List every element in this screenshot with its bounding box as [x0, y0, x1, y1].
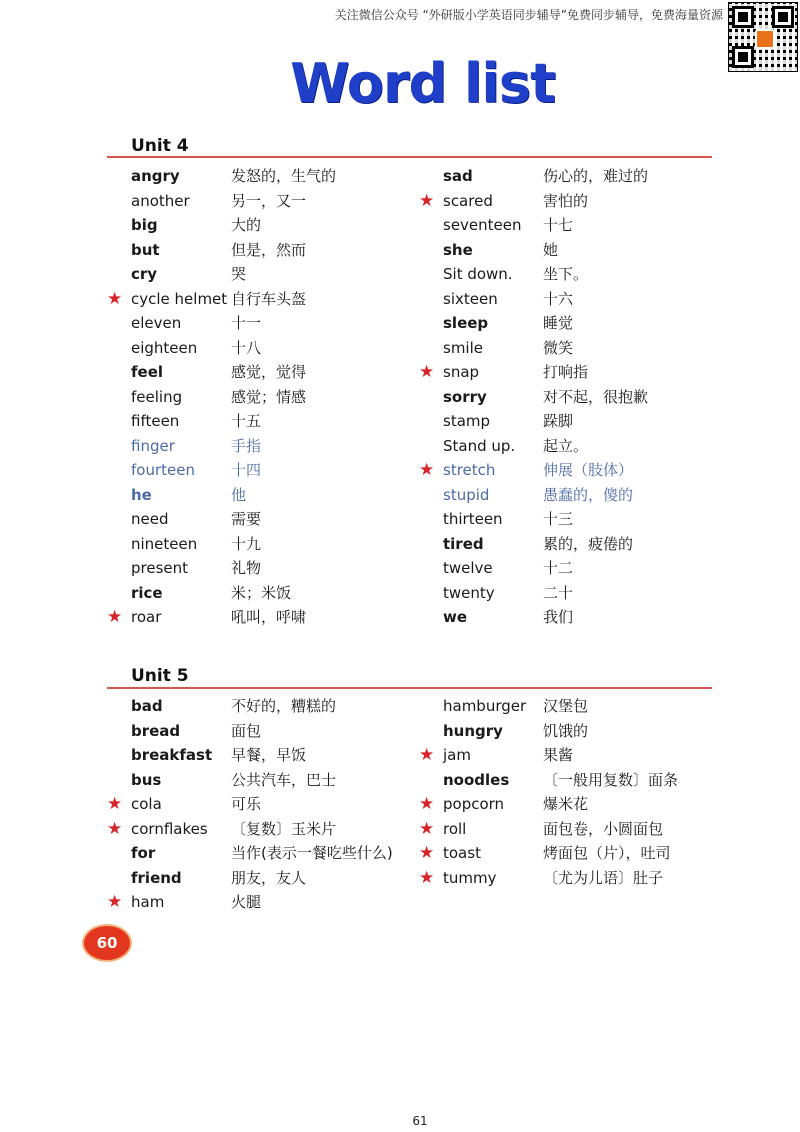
chinese-meaning: 礼物 — [231, 559, 262, 577]
star-icon: ★ — [419, 794, 435, 814]
english-word: breakfast — [131, 746, 213, 764]
english-word: stretch — [443, 461, 496, 479]
chinese-meaning: 十七 — [543, 216, 574, 234]
star-icon: ★ — [419, 190, 435, 211]
chinese-meaning: 跺脚 — [543, 412, 574, 430]
word-entry-row — [443, 556, 743, 581]
word-entry-row — [443, 581, 743, 606]
word-entry-row — [443, 719, 743, 744]
chinese-meaning: 她 — [543, 240, 559, 259]
chinese-meaning: 需要 — [231, 510, 262, 528]
word-entry-row — [107, 605, 431, 630]
chinese-meaning: 发怒的，生气的 — [231, 167, 337, 185]
english-word: bus — [131, 770, 162, 789]
unit5-heading: Unit 5 — [131, 666, 189, 686]
word-entry-row — [131, 483, 431, 508]
english-word: eighteen — [131, 338, 198, 357]
word-entry-row — [131, 532, 431, 557]
english-word: snap — [443, 363, 480, 381]
english-word: cola — [131, 795, 162, 813]
english-word: cry — [131, 265, 158, 283]
chinese-meaning: 十二 — [543, 559, 574, 577]
word-entry-row — [131, 556, 431, 581]
word-entry-row — [131, 213, 431, 238]
english-word: but — [131, 240, 160, 259]
english-word: cornflakes — [131, 819, 208, 838]
chinese-meaning: 伤心的，难过的 — [543, 167, 649, 185]
chinese-meaning: 十三 — [543, 510, 574, 528]
english-word: eleven — [131, 314, 182, 332]
chinese-meaning: 自行车头盔 — [231, 289, 307, 308]
word-entry-row — [419, 458, 743, 483]
chinese-meaning: 〔复数〕玉米片 — [231, 819, 337, 838]
chinese-meaning: 哭 — [231, 265, 247, 283]
english-word: fifteen — [131, 412, 180, 430]
english-word: fourteen — [131, 461, 195, 479]
top-banner-text: 关注微信公众号 “外研版小学英语同步辅导”免费同步辅导，免费海量资源 — [334, 8, 723, 22]
chinese-meaning: 我们 — [543, 608, 574, 626]
english-word: noodles — [443, 770, 510, 789]
word-entry-row — [443, 287, 743, 312]
chinese-meaning: 早餐，早饭 — [231, 746, 307, 764]
word-entry-row — [131, 458, 431, 483]
word-entry-row — [443, 385, 743, 410]
word-entry-row — [419, 743, 743, 768]
word-entry-row — [443, 262, 743, 287]
english-word: popcorn — [443, 795, 505, 813]
chinese-meaning: 饥饿的 — [543, 721, 589, 740]
chinese-meaning: 烤面包（片），吐司 — [543, 844, 671, 862]
chinese-meaning: 打响指 — [543, 363, 589, 381]
word-entry-row — [131, 164, 431, 189]
chinese-meaning: 吼叫，呼啸 — [231, 608, 307, 626]
star-icon: ★ — [419, 460, 435, 480]
chinese-meaning: 他 — [231, 485, 247, 504]
word-entry-row — [131, 507, 431, 532]
chinese-meaning: 十四 — [231, 461, 262, 479]
chinese-meaning: 另一，又一 — [231, 191, 307, 210]
english-word: Stand up. — [443, 436, 516, 455]
word-entry-row — [443, 336, 743, 361]
chinese-meaning: 火腿 — [231, 893, 262, 911]
star-icon: ★ — [107, 818, 123, 839]
star-icon: ★ — [419, 818, 435, 839]
english-word: sorry — [443, 387, 487, 406]
word-entry-row — [419, 792, 743, 817]
chinese-meaning: 米；米饭 — [231, 583, 292, 602]
word-entry-row — [131, 189, 431, 214]
word-entry-row — [419, 360, 743, 385]
english-word: tummy — [443, 868, 497, 887]
word-entry-row — [443, 532, 743, 557]
chinese-meaning: 但是，然而 — [231, 240, 307, 259]
word-entry-row — [131, 311, 431, 336]
word-entry-row — [443, 311, 743, 336]
unit4-heading: Unit 4 — [131, 136, 189, 156]
word-entry-row — [107, 287, 431, 312]
chinese-meaning: 起立。 — [543, 436, 589, 455]
english-word: feeling — [131, 387, 183, 406]
english-word: sixteen — [443, 289, 498, 308]
chinese-meaning: 十八 — [231, 338, 262, 357]
english-word: tired — [443, 534, 484, 553]
chinese-meaning: 可乐 — [231, 795, 262, 813]
chinese-meaning: 累的，疲倦的 — [543, 534, 634, 553]
word-entry-row — [131, 434, 431, 459]
word-entry-row — [419, 866, 743, 891]
english-word: twelve — [443, 559, 493, 577]
word-entry-row — [131, 841, 431, 866]
english-word: roar — [131, 608, 162, 626]
english-word: need — [131, 510, 169, 528]
word-entry-row — [131, 262, 431, 287]
english-word: another — [131, 191, 190, 210]
chinese-meaning: 感觉；情感 — [231, 387, 307, 406]
english-word: finger — [131, 436, 175, 455]
word-entry-row — [107, 890, 431, 915]
english-word: she — [443, 240, 473, 259]
star-icon: ★ — [107, 607, 123, 627]
chinese-meaning: 伸展（肢体） — [543, 461, 634, 479]
english-word: nineteen — [131, 534, 198, 553]
unit4-right-column — [419, 164, 743, 630]
english-word: hamburger — [443, 697, 527, 715]
word-entry-row — [419, 189, 743, 214]
word-entry-row — [443, 409, 743, 434]
word-entry-row — [131, 336, 431, 361]
english-word: scared — [443, 191, 493, 210]
word-entry-row — [443, 434, 743, 459]
english-word: roll — [443, 819, 467, 838]
word-entry-row — [107, 792, 431, 817]
word-entry-row — [131, 866, 431, 891]
english-word: stupid — [443, 485, 490, 504]
english-word: big — [131, 216, 158, 234]
chinese-meaning: 感觉，觉得 — [231, 363, 307, 381]
chinese-meaning: 手指 — [231, 436, 262, 455]
chinese-meaning: 十九 — [231, 534, 262, 553]
word-entry-row — [131, 768, 431, 793]
unit5-right-column — [419, 694, 743, 890]
chinese-meaning: 害怕的 — [543, 191, 589, 210]
chinese-meaning: 对不起，很抱歉 — [543, 387, 649, 406]
word-entry-row — [131, 581, 431, 606]
chinese-meaning: 当作(表示一餐吃些什么) — [231, 844, 393, 862]
word-entry-row — [131, 694, 431, 719]
chinese-meaning: 二十 — [543, 583, 574, 602]
star-icon: ★ — [419, 867, 435, 888]
footer-page-number: 61 — [412, 1114, 428, 1128]
chinese-meaning: 爆米花 — [543, 795, 589, 813]
chinese-meaning: 果酱 — [543, 746, 574, 764]
word-entry-row — [131, 385, 431, 410]
word-entry-row — [131, 719, 431, 744]
chinese-meaning: 公共汽车，巴士 — [231, 770, 337, 789]
english-word: sad — [443, 167, 473, 185]
english-word: jam — [443, 746, 471, 764]
chinese-meaning: 汉堡包 — [543, 697, 589, 715]
chinese-meaning: 〔尤为儿语〕肚子 — [543, 868, 664, 887]
english-word: stamp — [443, 412, 491, 430]
word-entry-row — [443, 605, 743, 630]
chinese-meaning: 愚蠢的，傻的 — [543, 485, 634, 504]
page-number-badge: 60 — [82, 924, 132, 962]
chinese-meaning: 面包卷，小圆面包 — [543, 819, 664, 838]
word-entry-row — [131, 360, 431, 385]
page-title: Word list — [290, 52, 555, 115]
english-word: seventeen — [443, 216, 522, 234]
english-word: smile — [443, 338, 483, 357]
chinese-meaning: 〔一般用复数〕面条 — [543, 770, 679, 789]
word-entry-row — [107, 817, 431, 842]
english-word: hungry — [443, 721, 503, 740]
unit4-divider — [107, 156, 712, 158]
star-icon: ★ — [107, 794, 123, 814]
chinese-meaning: 睡觉 — [543, 314, 574, 332]
english-word: sleep — [443, 314, 489, 332]
unit5-divider — [107, 687, 712, 689]
english-word: we — [443, 608, 468, 626]
word-entry-row — [131, 743, 431, 768]
chinese-meaning: 十六 — [543, 289, 574, 308]
word-entry-row — [443, 768, 743, 793]
english-word: toast — [443, 844, 481, 862]
english-word: angry — [131, 167, 180, 185]
english-word: he — [131, 485, 152, 504]
english-word: rice — [131, 583, 163, 602]
chinese-meaning: 不好的，糟糕的 — [231, 697, 337, 715]
english-word: thirteen — [443, 510, 503, 528]
english-word: cycle helmet — [131, 289, 228, 308]
english-word: Sit down. — [443, 265, 513, 283]
english-word: feel — [131, 363, 164, 381]
word-entry-row — [131, 238, 431, 263]
star-icon: ★ — [107, 288, 123, 309]
unit5-left-column — [107, 694, 431, 915]
word-entry-row — [419, 841, 743, 866]
star-icon: ★ — [107, 892, 123, 912]
chinese-meaning: 大的 — [231, 216, 262, 234]
english-word: ham — [131, 893, 165, 911]
english-word: bad — [131, 697, 163, 715]
star-icon: ★ — [419, 745, 435, 765]
chinese-meaning: 朋友，友人 — [231, 868, 307, 887]
word-entry-row — [443, 694, 743, 719]
chinese-meaning: 微笑 — [543, 338, 574, 357]
english-word: for — [131, 844, 156, 862]
word-entry-row — [443, 164, 743, 189]
unit4-left-column — [107, 164, 431, 630]
chinese-meaning: 坐下。 — [543, 265, 589, 283]
word-entry-row — [443, 483, 743, 508]
english-word: bread — [131, 721, 181, 740]
word-entry-row — [131, 409, 431, 434]
english-word: present — [131, 559, 189, 577]
english-word: twenty — [443, 583, 495, 602]
chinese-meaning: 十一 — [231, 314, 262, 332]
english-word: friend — [131, 868, 182, 887]
word-entry-row — [443, 238, 743, 263]
word-entry-row — [419, 817, 743, 842]
star-icon: ★ — [419, 362, 435, 382]
chinese-meaning: 十五 — [231, 412, 262, 430]
word-entry-row — [443, 507, 743, 532]
star-icon: ★ — [419, 843, 435, 863]
word-entry-row — [443, 213, 743, 238]
chinese-meaning: 面包 — [231, 721, 262, 740]
